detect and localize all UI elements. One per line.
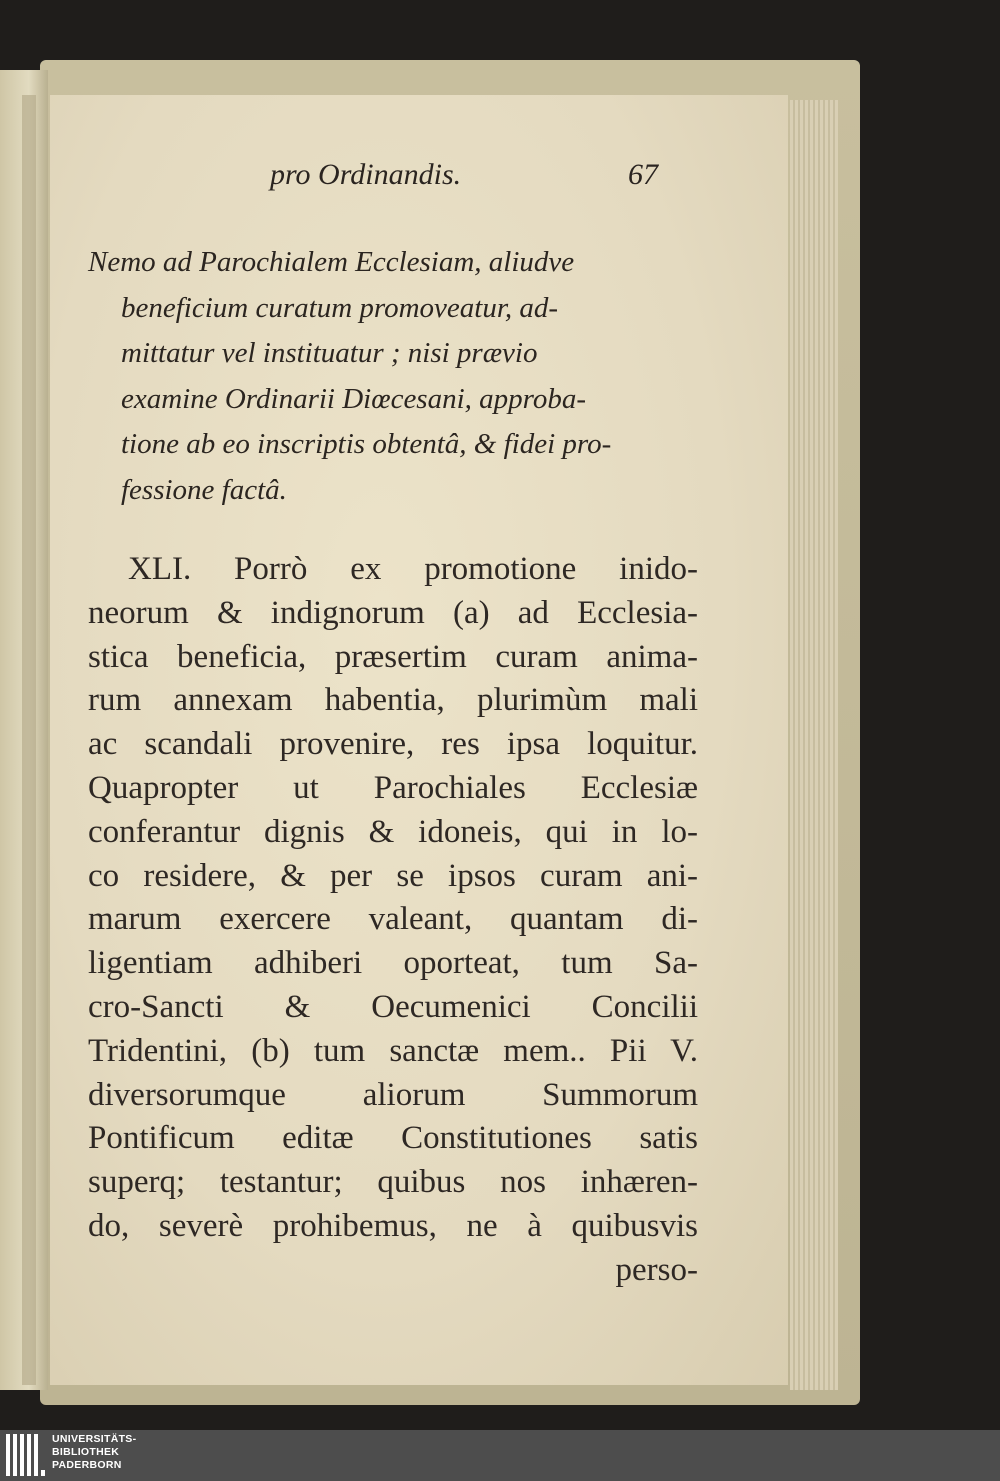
text-line: ligentiam adhiberi oporteat, tum Sa- (88, 945, 698, 982)
text-line: rum annexam habentia, plurimùm mali (88, 682, 698, 719)
text-line: Tridentini, (b) tum sanctæ mem.. Pii V. (88, 1032, 698, 1069)
catchword: perso- (615, 1251, 698, 1288)
running-head: pro Ordinandis. (270, 158, 462, 191)
text-line: conferantur dignis & idoneis, qui in lo- (88, 813, 698, 850)
text-line: cro-Sancti & Oecumenici Concilii (88, 988, 698, 1025)
text-line: co residere, & per se ipsos curam ani- (88, 857, 698, 894)
text-line: beneficium curatum promoveatur, ad- (121, 291, 559, 324)
binding-shadow (22, 95, 36, 1385)
text-line: do, severè prohibemus, ne à quibusvis (88, 1207, 698, 1244)
text-line: stica beneficia, præsertim curam anima- (88, 638, 698, 675)
page-number: 67 (628, 158, 658, 191)
text-line: Pontificum editæ Constitutiones satis (88, 1120, 698, 1157)
section-paragraph (88, 548, 698, 1293)
text-line: ac scandali provenire, res ipsa loquitur. (88, 726, 698, 763)
library-logo-text: UNIVERSITÄTS- BIBLIOTHEK PADERBORN (52, 1433, 137, 1471)
text-line: examine Ordinarii Diœcesani, approba- (121, 382, 587, 415)
text-line: Quapropter ut Parochiales Ecclesiæ (88, 769, 698, 806)
text-line: marum exercere valeant, quantam di- (88, 901, 698, 938)
library-logo-icon (6, 1434, 44, 1476)
text-line: Nemo ad Parochialem Ecclesiam, aliudve (88, 246, 575, 278)
text-line: mittatur vel instituatur ; nisi prævio (121, 337, 538, 369)
text-line: fessione factâ. (121, 473, 287, 506)
text-line: diversorumque aliorum Summorum (88, 1076, 698, 1113)
text-line: superq; testantur; quibus nos inhæren- (88, 1164, 698, 1201)
page-edges (790, 100, 838, 1390)
text-line: tione ab eo inscriptis obtentâ, & fidei pro- (121, 428, 612, 460)
text-line: XLI. Porrò ex promotione inido- (128, 551, 698, 587)
footer-bar (0, 1430, 1000, 1481)
text-line: neorum & indignorum (a) ad Ecclesia- (88, 594, 698, 631)
italic-paragraph (88, 240, 688, 513)
